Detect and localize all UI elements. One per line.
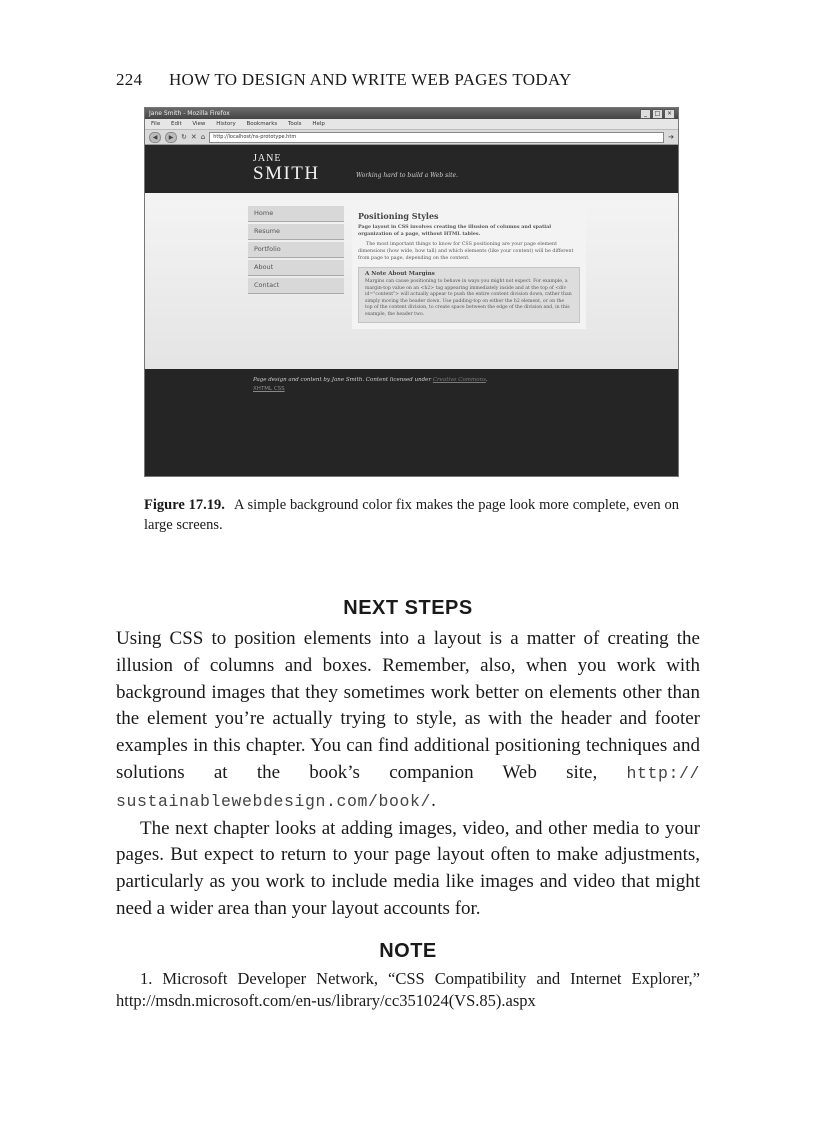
menu-file: File xyxy=(151,121,161,127)
site-nav xyxy=(248,206,344,296)
note-body xyxy=(116,968,700,1012)
site-content xyxy=(352,205,586,329)
note-heading: A Note About Margins xyxy=(365,271,435,277)
section-heading-next-steps: NEXT STEPS xyxy=(343,597,473,619)
caption-text: A simple background color fix makes the page look more complete, even on large screens. xyxy=(144,497,680,533)
forward-icon: ▶ xyxy=(165,132,177,143)
stop-icon: ✕ xyxy=(190,133,197,141)
site-tagline: Working hard to build a Web site. xyxy=(356,172,459,179)
companion-site-url: http:// sustainablewebdesign.com/book/ xyxy=(116,763,701,811)
menu-tools: Tools xyxy=(288,121,302,127)
p1-text: Using CSS to position elements into a layout is a matter of creating the illusion of columns and boxes. Remember, also, when you work with background images that they sometimes work better on elements other than the element you’re actually trying to style, as with the header and footer examples in this chapter. You can find additional positioning techniques and solutions at the book’s companion Web site, xyxy=(116,628,700,783)
site-name-last: SMITH xyxy=(253,163,320,184)
site-name-first: JANE xyxy=(253,153,282,164)
site-name xyxy=(253,154,320,183)
window-title: Jane Smith - Mozilla Firefox xyxy=(149,110,230,117)
reload-icon: ↻ xyxy=(181,133,187,141)
note-item-1: 1. Microsoft Developer Network, “CSS Compatibility and Internet Explorer,” http://msdn.microsoft.com/en-us/library/cc351024(VS.85).aspx xyxy=(116,969,700,1010)
url-bar: http://localhost/ns-prototype.htm xyxy=(209,132,664,143)
site-nav-resume: Resume xyxy=(248,224,344,240)
site-footer xyxy=(145,369,678,477)
minimize-icon: _ xyxy=(640,109,651,119)
next-steps-body xyxy=(116,626,700,923)
figure-caption xyxy=(144,495,679,535)
browser-nav-bar xyxy=(145,130,678,145)
figure-label: Figure 17.19. xyxy=(144,497,225,513)
footer-license-link: Creative Commons xyxy=(432,377,486,383)
content-heading: Positioning Styles xyxy=(358,211,439,221)
running-head xyxy=(116,70,716,90)
menu-edit: Edit xyxy=(170,121,182,127)
figure-screenshot xyxy=(144,107,679,477)
menu-history: History xyxy=(216,121,236,127)
note-text: Margins can cause positioning to behave in ways you might not expect. For example, a margin-top value on an <h2> tag appearing immediately inside and at the top of <div id="content"> will actually appear to push the entire content division down, rather than simply moving the header down. Use padding-top on either the h2 element, or on the top of the content division, to create space between the edge of the division and, in this example, the header two. xyxy=(365,279,572,317)
content-lead: Page layout in CSS involves creating the illusion of columns and spatial organization of a page, without HTML tables. xyxy=(358,224,552,237)
menu-bookmarks: Bookmarks xyxy=(246,121,278,127)
site-nav-contact: Contact xyxy=(248,278,344,294)
site-nav-home: Home xyxy=(248,206,344,222)
menu-help: Help xyxy=(312,121,325,127)
browser-title-bar xyxy=(145,108,678,119)
back-icon: ◀ xyxy=(149,132,161,143)
book-title: HOW TO DESIGN AND WRITE WEB PAGES TODAY xyxy=(168,70,572,89)
close-icon: × xyxy=(664,109,675,119)
site-nav-portfolio: Portfolio xyxy=(248,242,344,258)
site-header xyxy=(145,145,678,193)
maximize-icon: □ xyxy=(652,109,663,119)
site-footer-text: Page design and content by Jane Smith. Content licensed under Creative Commons. xyxy=(253,377,488,383)
content-paragraph: The most important things to know for CSS positioning are your page element dimensions (how wide, how tall) and which elements (like your content) will be different from page to page, depending on the content. xyxy=(358,242,574,261)
footer-credit: Page design and content by Jane Smith. Content licensed under xyxy=(253,377,432,383)
site-footer-validators: XHTML CSS xyxy=(253,386,285,392)
site-nav-about: About xyxy=(248,260,344,276)
p1-end: . xyxy=(431,789,436,811)
next-steps-paragraph-1 xyxy=(116,626,700,816)
window-controls xyxy=(640,109,675,119)
home-icon: ⌂ xyxy=(200,133,206,141)
browser-menu-bar xyxy=(145,119,678,130)
site-main xyxy=(145,193,678,369)
go-icon: ➔ xyxy=(668,133,674,141)
note-box xyxy=(358,267,580,323)
section-heading-note: NOTE xyxy=(379,940,437,962)
menu-view: View xyxy=(192,121,206,127)
page-number: 224 xyxy=(116,70,143,89)
next-steps-paragraph-2: The next chapter looks at adding images, video, and other media to your pages. But expect to return to your page layout often to make adjustments, particularly as you work to include media like images and video that might need a wider area than your layout accounts for. xyxy=(116,817,700,919)
